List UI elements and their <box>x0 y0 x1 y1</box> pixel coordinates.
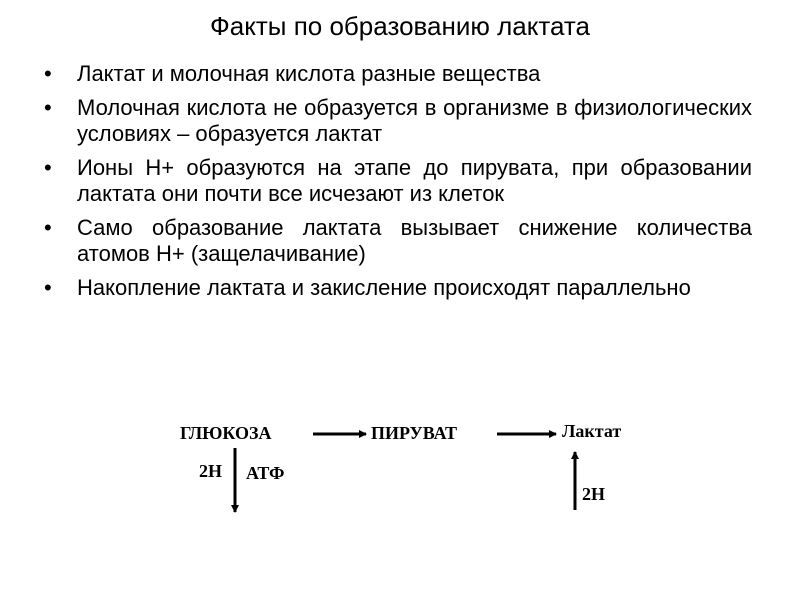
lactate-label: Лактат <box>562 421 622 441</box>
bullet-dot: • <box>44 275 52 300</box>
slide-title: Факты по образованию лактата <box>209 11 590 41</box>
left-2h-label: 2Н <box>199 461 223 481</box>
bullet-text: Накопление лактата и закисление происходят параллельно <box>77 275 691 300</box>
bullet-dot: • <box>44 155 52 180</box>
bullet-text: Само образование лактата вызывает снижение количества атомов Н+ (защелачивание) <box>77 215 752 266</box>
bullet-dot: • <box>44 215 52 240</box>
bullet-text: Ионы Н+ образуются на этапе до пирувата, при образовании лактата они почти все исчезают из клеток <box>77 155 752 206</box>
pyruvate-label: ПИРУВАТ <box>371 423 458 443</box>
glucose-label: ГЛЮКОЗА <box>180 423 272 443</box>
bullet-text: Лактат и молочная кислота разные вещества <box>77 61 541 86</box>
bullet-dot: • <box>44 95 52 120</box>
bullet-text: Молочная кислота не образуется в организме в физиологических условиях – образуется лактат <box>77 95 752 146</box>
atp-label: АТФ <box>246 463 285 483</box>
right-2h-label: 2Н <box>582 484 606 504</box>
bullet-dot: • <box>44 61 52 86</box>
